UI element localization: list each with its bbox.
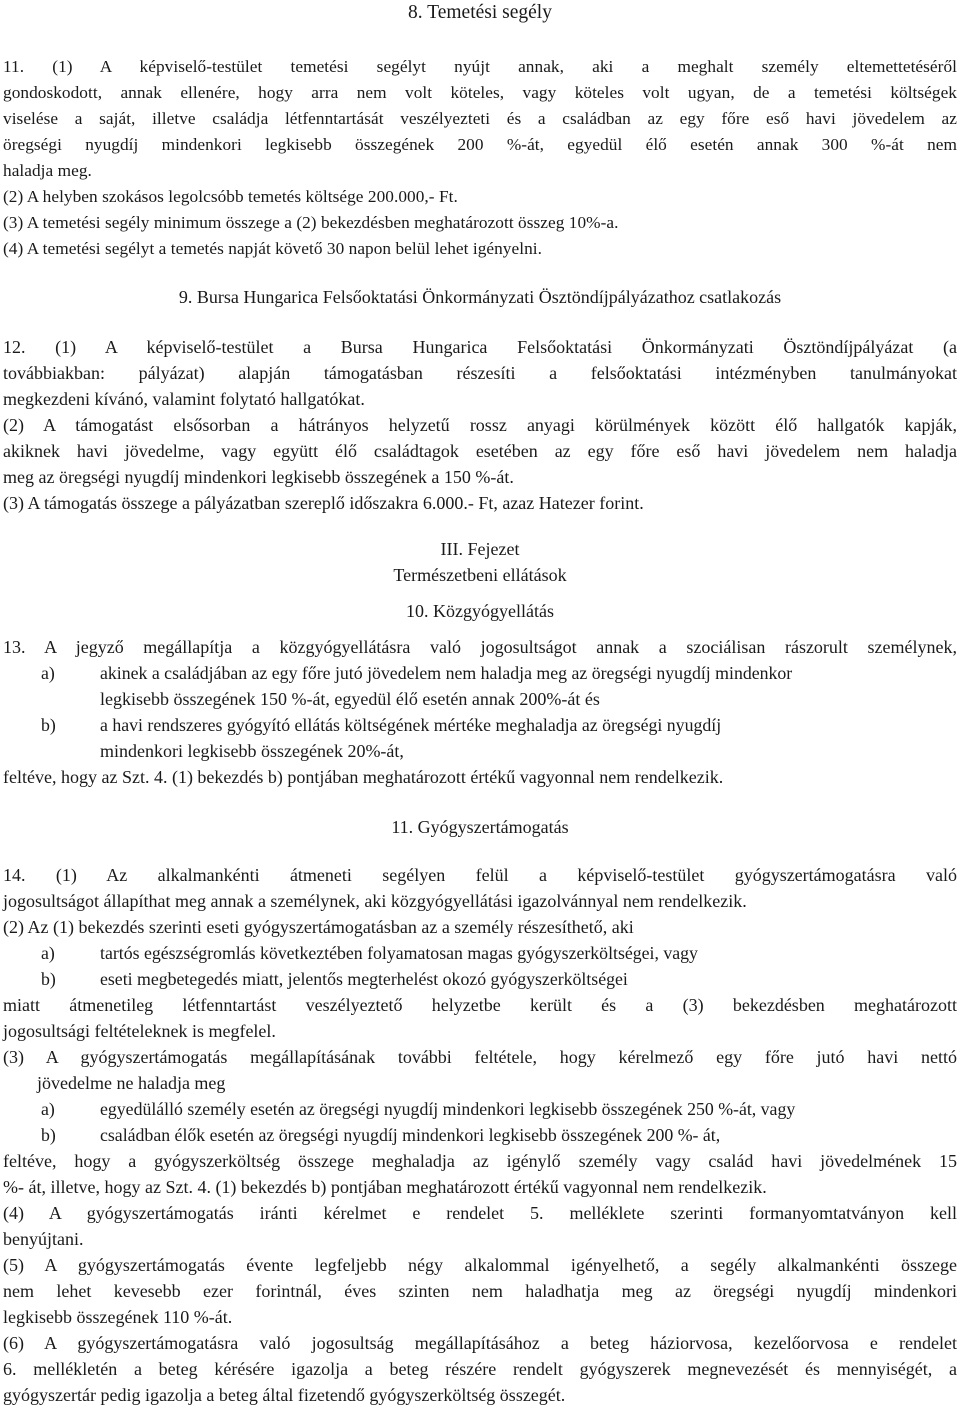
p13-item-b-line-1: a havi rendszeres gyógyító ellátás költségének mértéke meghaladja az öregségi nyugdíj xyxy=(100,715,722,735)
p12-line-5: akiknek havi jövedelme, vagy együtt élő családtagok esetében az egy főre eső havi jövedelem nem haladja xyxy=(3,441,957,461)
p14-line-10: (4) A gyógyszertámogatás iránti kérelmet e rendelet 5. melléklete szerinti formanyomtatványon kell xyxy=(3,1203,957,1223)
p13-item-b-line-2: mindenkori legkisebb összegének 20%-át, xyxy=(100,741,404,761)
p14-line-17: gyógyszertár pedig igazolja a beteg által fizetendő gyógyszerköltség összegét. xyxy=(3,1385,566,1405)
p14-line-16: 6. mellékletén a beteg kérésére igazolja a beteg részére rendelt gyógyszerek megnevezését és mennyiségét, a xyxy=(3,1359,957,1379)
p14-line-6: (3) A gyógyszertámogatás megállapításának további feltétele, hogy kérelmező egy főre jutó havi nettó xyxy=(3,1047,957,1067)
p12-line-6: meg az öregségi nyugdíj mindenkori legkisebb összegének a 150 %-át. xyxy=(3,467,514,487)
paragraph-12 xyxy=(3,334,957,516)
p12-line-2: továbbiakban: pályázat) alapján támogatásban részesíti a felsőoktatási intézményben tanulmányokat xyxy=(3,363,957,383)
paragraph-11 xyxy=(3,54,957,262)
chapter-number: III. Fejezet xyxy=(440,539,520,559)
p12-line-7: (3) A támogatás összege a pályázatban szereplő időszakra 6.000.- Ft, azaz Hatezer forint. xyxy=(3,493,644,513)
p14-item-c-mark: a) xyxy=(41,1099,55,1119)
section-11 xyxy=(3,814,957,840)
heading-9: 9. Bursa Hungarica Felsőoktatási Önkormányzati Ösztöndíjpályázathoz csatlakozás xyxy=(178,287,782,307)
p14-line-14: legkisebb összegének 110 %-át. xyxy=(3,1307,233,1327)
p11-line-5: haladja meg. xyxy=(3,161,92,180)
p13-item-a-line-2: legkisebb összegének 150 %-át, egyedül élő esetén annak 200%-át és xyxy=(100,689,600,709)
p13-item-b-mark: b) xyxy=(41,715,56,735)
p11-line-4: öregségi nyugdíj mindenkori legkisebb összegének 200 %-át, egyedül élő esetén annak 300 %-át nem xyxy=(3,135,957,154)
p14-item-d-text: családban élők esetén az öregségi nyugdíj mindenkori legkisebb összegének 200 %- át, xyxy=(100,1125,721,1145)
heading-10: 10. Közgyógyellátás xyxy=(406,601,554,621)
p13-item-b xyxy=(3,712,957,738)
heading-11: 11. Gyógyszertámogatás xyxy=(391,817,569,837)
p14-item-c xyxy=(3,1096,957,1122)
p13-item-a xyxy=(3,660,957,686)
section-8 xyxy=(3,0,957,26)
p12-line-4: (2) A támogatást elsősorban a hátrányos helyzetű rossz anyagi körülmények között élő hallgatók kapják, xyxy=(3,415,957,435)
heading-8: 8. Temetési segély xyxy=(408,2,552,23)
p14-line-15: (6) A gyógyszertámogatásra való jogosultság megállapításához a beteg háziorvosa, kezelőorvosa e rendelet xyxy=(3,1333,957,1353)
p14-line-9: %- át, illetve, hogy az Szt. 4. (1) bekezdés b) pontjában meghatározott értékű vagyonnal nem rendelkezik. xyxy=(3,1177,767,1197)
p14-item-d-mark: b) xyxy=(41,1125,56,1145)
p14-line-13: nem lehet kevesebb ezer forintnál, éves szinten nem haladhatja meg az öregségi nyugdíj mindenkori xyxy=(3,1281,957,1301)
p14-line-3: (2) Az (1) bekezdés szerinti eseti gyógyszertámogatásban az a személy részesíthető, aki xyxy=(3,917,634,937)
p14-item-b xyxy=(3,966,957,992)
p11-line-7: (3) A temetési segély minimum összege a (2) bekezdésben meghatározott összeg 10%-a. xyxy=(3,213,619,232)
p14-line-12: (5) A gyógyszertámogatás évente legfeljebb négy alkalommal igényelhető, a segély alkalmankénti összege xyxy=(3,1255,957,1275)
p14-item-b-text: eseti megbetegedés miatt, jelentős megterhelést okozó gyógyszerköltségei xyxy=(100,969,628,989)
p14-item-d xyxy=(3,1122,957,1148)
p13-item-a-line-1: akinek a családjában az egy főre jutó jövedelem nem haladja meg az öregségi nyugdíj mindenkor xyxy=(100,663,793,683)
p14-line-1: 14. (1) Az alkalmankénti átmeneti segélyen felül a képviselő-testület gyógyszertámogatásra való xyxy=(3,865,957,885)
p14-line-8: feltéve, hogy a gyógyszerköltség összege meghaladja az igénylő személy vagy család havi jövedelmének 15 xyxy=(3,1151,957,1171)
p14-item-a xyxy=(3,940,957,966)
p14-line-4: miatt átmenetileg létfenntartást veszélyeztető helyzetbe került és a (3) bekezdésben meghatározott xyxy=(3,995,957,1015)
chapter-title: Természetbeni ellátások xyxy=(393,565,567,585)
section-9 xyxy=(3,284,957,310)
p11-line-1: 11. (1) A képviselő-testület temetési segélyt nyújt annak, aki a meghalt személy eltemettetéséről xyxy=(3,57,957,76)
section-10 xyxy=(3,598,957,624)
chapter-heading xyxy=(3,536,957,588)
p14-line-2: jogosultságot állapíthat meg annak a személynek, aki közgyógyellátási igazolvánnyal nem rendelkezik. xyxy=(3,891,747,911)
p11-line-6: (2) A helyben szokásos legolcsóbb temetés költsége 200.000,- Ft. xyxy=(3,187,458,206)
p14-line-5: jogosultsági feltételeknek is megfelel. xyxy=(3,1021,276,1041)
p13-item-a-mark: a) xyxy=(41,663,55,683)
p12-line-1: 12. (1) A képviselő-testület a Bursa Hungarica Felsőoktatási Önkormányzati Ösztöndíjpályázat (a xyxy=(3,337,957,357)
paragraph-13 xyxy=(3,634,957,790)
p13-intro: 13. A jegyző megállapítja a közgyógyellátásra való jogosultságot annak a szociálisan rászorult személynek, xyxy=(3,637,957,657)
p11-line-3: viselése a saját, illetve családja létfenntartását veszélyezteti és a családban az egy főre eső havi jövedelem az xyxy=(3,109,957,128)
p12-line-3: megkezdeni kívánó, valamint folytató hallgatókat. xyxy=(3,389,365,409)
p11-line-2: gondoskodott, annak ellenére, hogy arra nem volt köteles, vagy köteles volt ugyan, de a temetési költségek xyxy=(3,83,957,102)
p14-item-a-text: tartós egészségromlás következtében folyamatosan magas gyógyszerköltségei, vagy xyxy=(100,943,698,963)
p14-line-11: benyújtani. xyxy=(3,1229,84,1249)
paragraph-14 xyxy=(3,862,957,1408)
p13-closing: feltéve, hogy az Szt. 4. (1) bekezdés b) pontjában meghatározott értékű vagyonnal nem rendelkezik. xyxy=(3,767,724,787)
p14-item-c-text: egyedülálló személy esetén az öregségi nyugdíj mindenkori legkisebb összegének 250 %-át, vagy xyxy=(100,1099,796,1119)
p11-line-8: (4) A temetési segélyt a temetés napját követő 30 napon belül lehet igényelni. xyxy=(3,239,542,258)
p14-item-b-mark: b) xyxy=(41,969,56,989)
p14-item-a-mark: a) xyxy=(41,943,55,963)
p14-line-7: jövedelme ne haladja meg xyxy=(37,1073,226,1093)
